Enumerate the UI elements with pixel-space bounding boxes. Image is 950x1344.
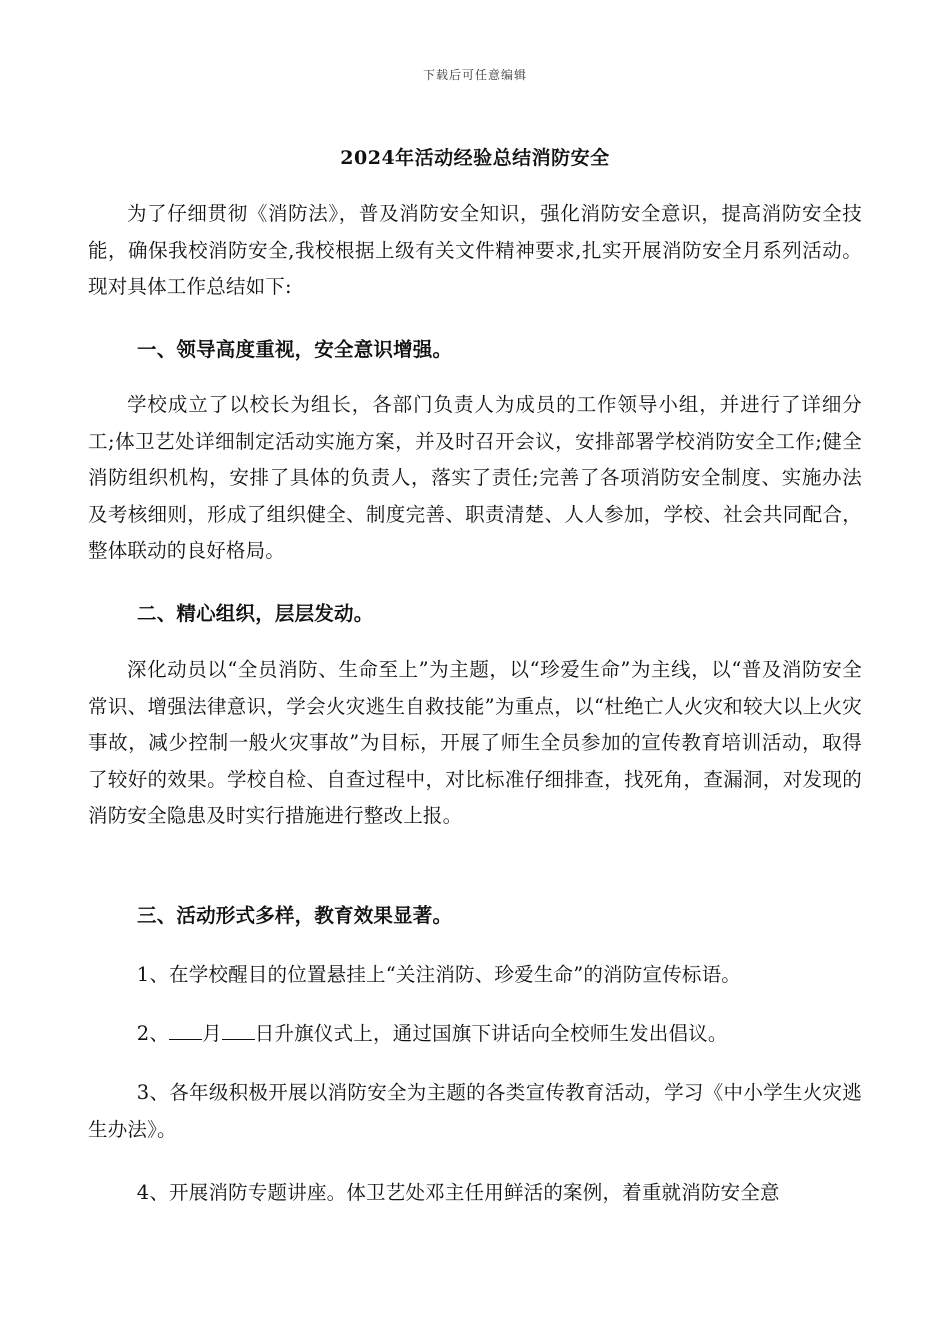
list-item-2-prefix: 2、	[136, 1022, 170, 1045]
intro-paragraph: 为了仔细贯彻《消防法》，普及消防安全知识，强化消防安全意识，提高消防安全技能，确保我校消防安全,我校根据上级有关文件精神要求,扎实开展消防安全月系列活动。现对具体工作总结如下:	[88, 202, 862, 298]
document-title: 2024年活动经验总结消防安全	[340, 147, 610, 169]
list-item-3: 3、各年级积极开展以消防安全为主题的各类宣传教育活动，学习《中小学生火灾逃生办法》。	[88, 1081, 862, 1141]
section-paragraph-2: 深化动员以“全员消防、生命至上”为主题，以“珍爱生命”为主线，以“普及消防安全常识、增强法律意识，学会火灾逃生自救技能”为重点，以“杜绝亡人火灾和较大以上火灾事故，减少控制一般火灾事故”为目标，开展了师生全员参加的宣传教育培训活动，取得了较好的效果。学校自检、自查过程中，对比标准仔细排查，找死角，查漏洞，对发现的消防安全隐患及时实行措施进行整改上报。	[88, 658, 862, 827]
day-blank	[222, 1021, 255, 1040]
list-item-2-suffix: 日升旗仪式上，通过国旗下讲话向全校师生发出倡议。	[254, 1022, 728, 1045]
section-heading-3: 三、活动形式多样，教育效果显著。	[137, 904, 453, 927]
month-blank	[169, 1021, 202, 1040]
list-item-2-month: 月	[202, 1022, 222, 1045]
header-note: 下载后可任意编辑	[422, 68, 527, 82]
section-heading-2: 二、精心组织，层层发动。	[137, 602, 374, 625]
section-heading-1: 一、领导高度重视，安全意识增强。	[137, 338, 453, 361]
list-item-4: 4、开展消防专题讲座。体卫艺处邓主任用鲜活的案例，着重就消防安全意	[136, 1181, 780, 1204]
list-item-1: 1、在学校醒目的位置悬挂上“关注消防、珍爱生命”的消防宣传标语。	[136, 963, 741, 986]
list-item-2	[88, 1016, 862, 1053]
section-paragraph-1: 学校成立了以校长为组长，各部门负责人为成员的工作领导小组，并进行了详细分工;体卫艺处详细制定活动实施方案，并及时召开会议，安排部署学校消防安全工作;健全消防组织机构，安排了具体的负责人，落实了责任;完善了各项消防安全制度、实施办法及考核细则，形成了组织健全、制度完善、职责清楚、人人参加，学校、社会共同配合，整体联动的良好格局。	[88, 393, 862, 562]
